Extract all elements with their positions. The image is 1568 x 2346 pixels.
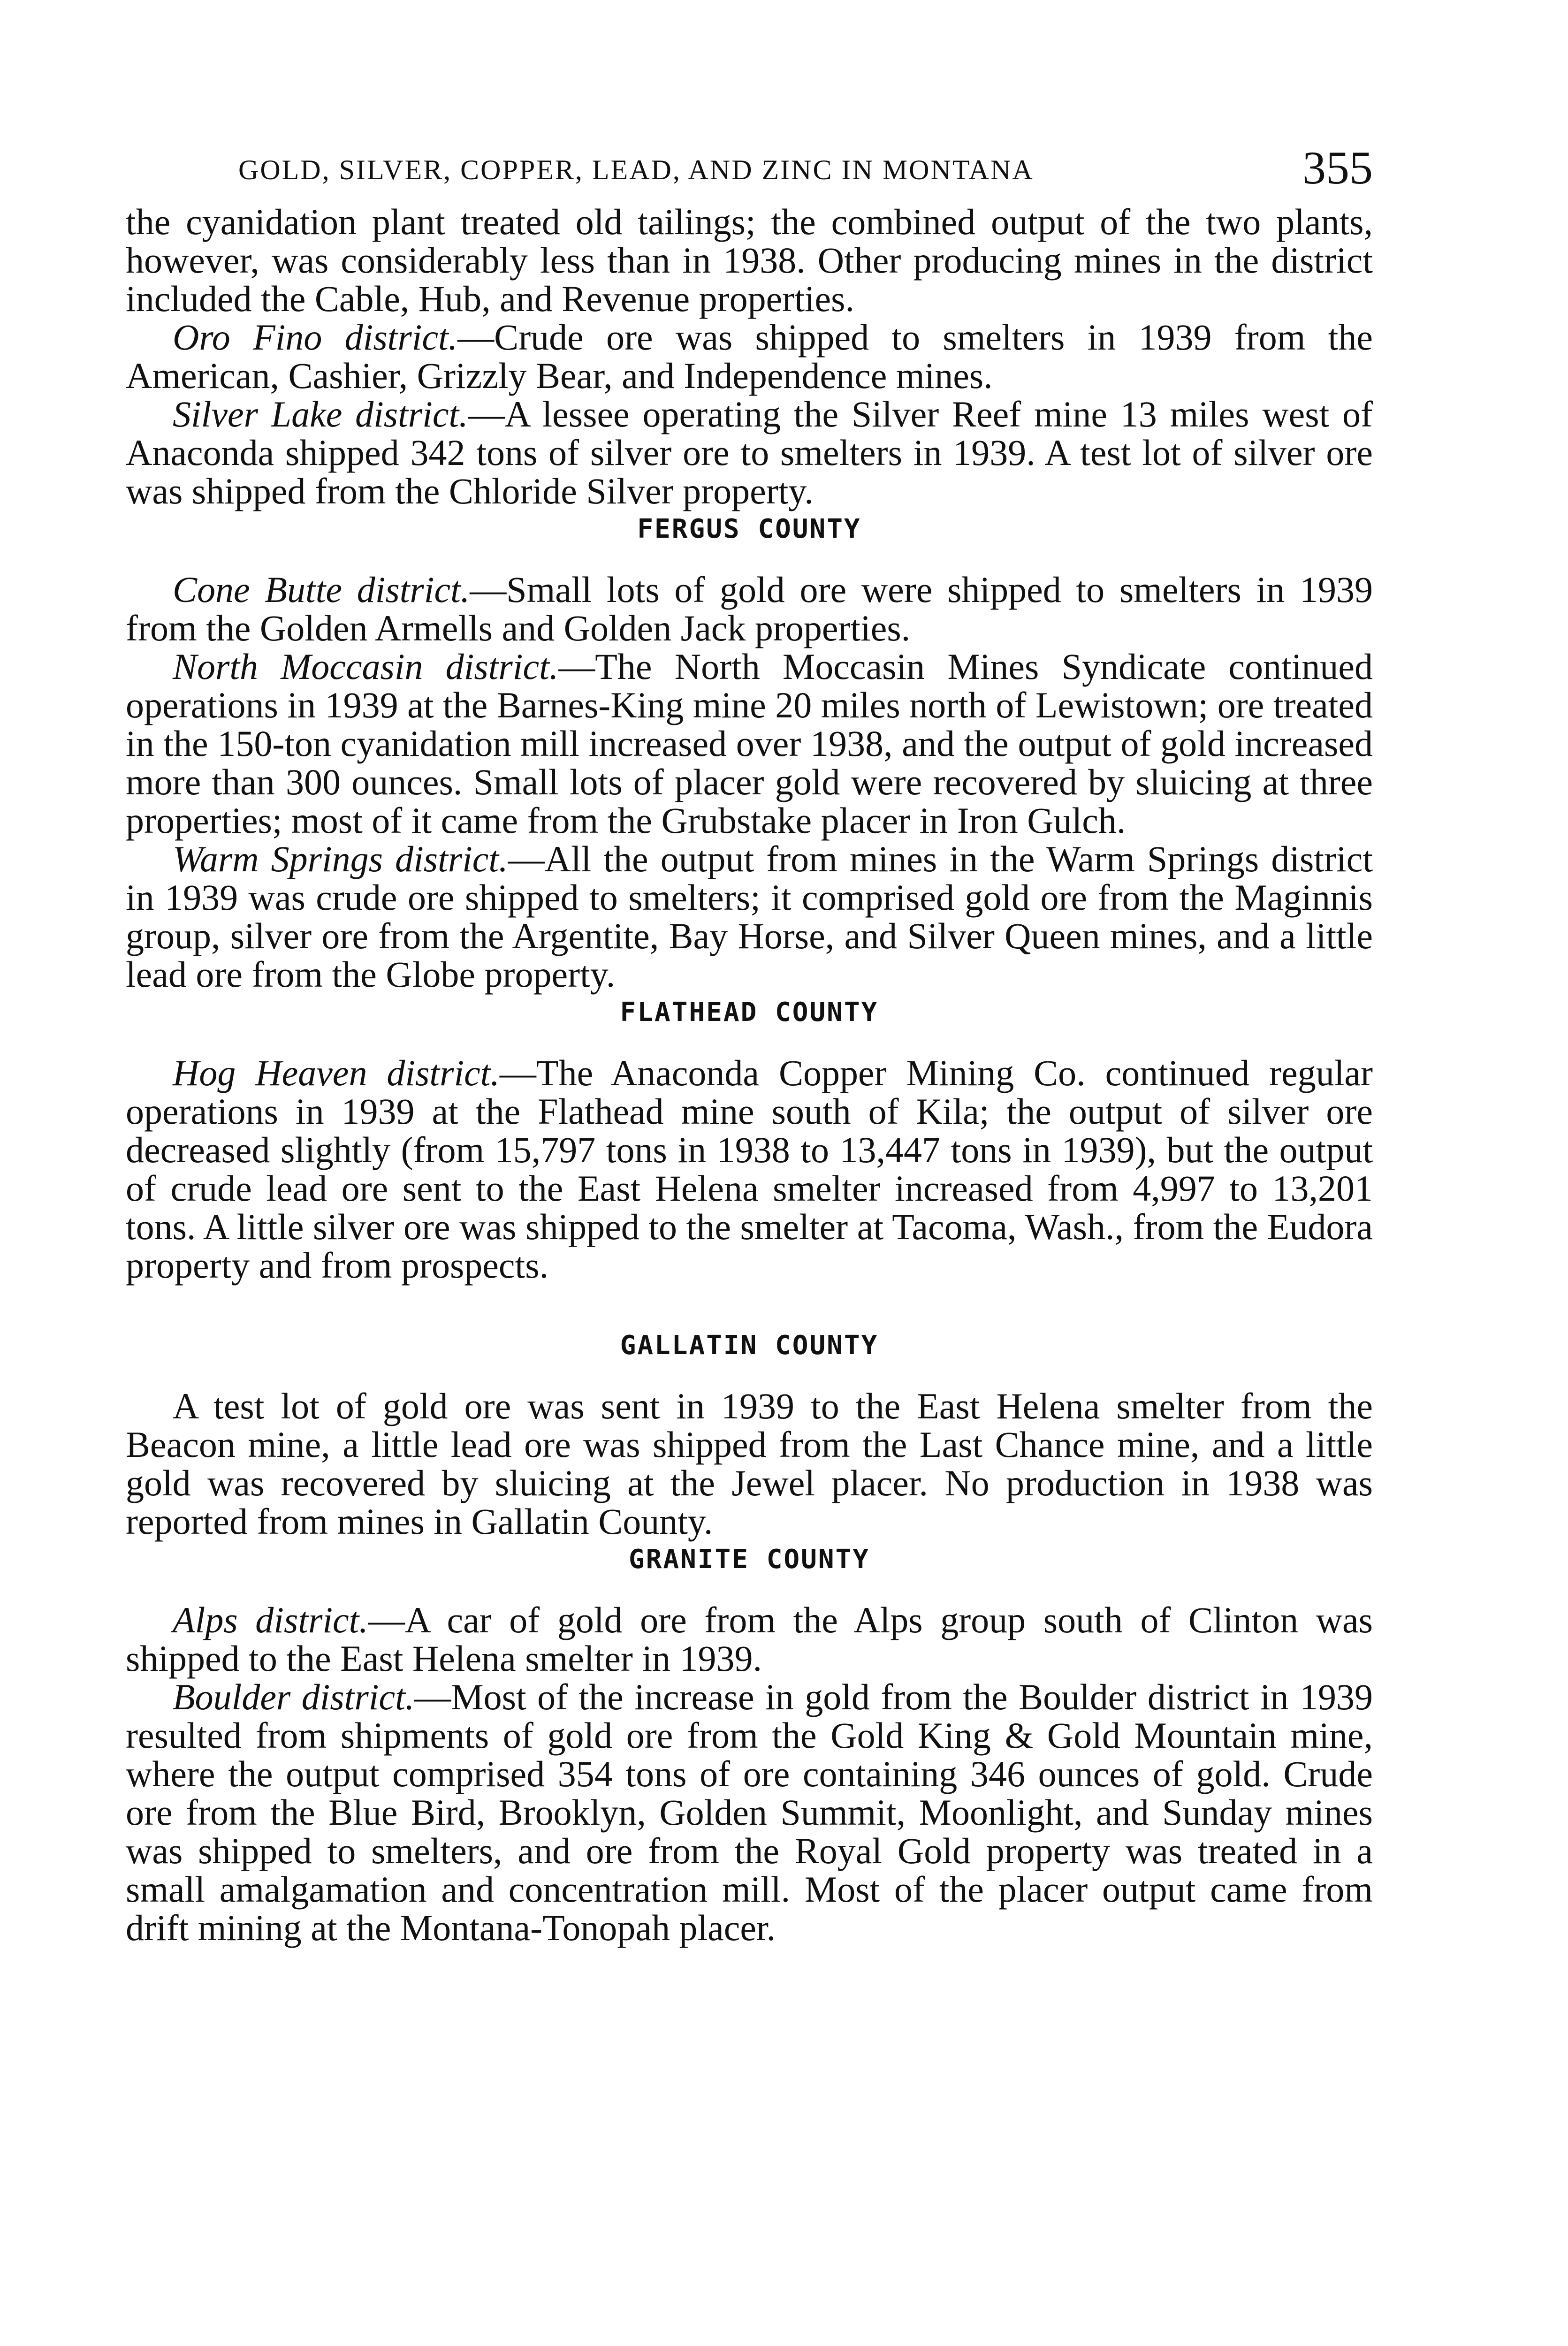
fergus-county-heading: FERGUS COUNTY — [637, 514, 861, 544]
silver-lake-text: —A lessee operating the Silver Reef mine 13 miles west of Anaconda shipped 342 tons of silver ore to smelters in 1939. A test lot of silver ore was shipped from the Chloride Silver property. — [126, 394, 1373, 511]
oro-fino-paragraph — [126, 318, 1373, 395]
gallatin-paragraph: A test lot of gold ore was sent in 1939 to the East Helena smelter from the Beacon mine, a little lead ore was shipped from the Last Chance mine, and a little gold was recovered by sluicing at the Jewel placer. No production in 1938 was reported from mines in Gallatin County. — [126, 1386, 1373, 1542]
granite-county-heading: GRANITE COUNTY — [628, 1544, 870, 1575]
north-moccasin-paragraph — [126, 647, 1373, 840]
warm-springs-text: —All the output from mines in the Warm Springs district in 1939 was crude ore shipped to smelters; it comprised gold ore from the Maginnis group, silver ore from the Argentite, Bay Horse, and Silver Queen mines, and a little lead ore from the Globe property. — [126, 838, 1373, 995]
warm-springs-paragraph — [126, 840, 1373, 994]
flathead-county-heading: FLATHEAD COUNTY — [620, 997, 879, 1028]
north-moccasin-district-title: North Moccasin district. — [173, 646, 559, 687]
silver-lake-paragraph — [126, 395, 1373, 510]
oro-fino-district-title: Oro Fino district. — [173, 317, 458, 358]
boulder-paragraph — [126, 1678, 1373, 1947]
cone-butte-district-title: Cone Butte district. — [173, 569, 470, 610]
running-title: GOLD, SILVER, COPPER, LEAD, AND ZINC IN MONTANA — [238, 154, 1034, 185]
north-moccasin-text: —The North Moccasin Mines Syndicate continued operations in 1939 at the Barnes-King mine 20 miles north of Lewistown; ore treated in the 150-ton cyanidation mill increased over 1938, and the output of gold increased more than 300 ounces. Small lots of placer gold were recovered by sluicing at three properties; most of it came from the Grubstake placer in Iron Gulch. — [126, 646, 1373, 841]
boulder-district-title: Boulder district. — [173, 1676, 415, 1717]
warm-springs-district-title: Warm Springs district. — [173, 838, 508, 879]
cone-butte-text: —Small lots of gold ore were shipped to smelters in 1939 from the Golden Armells and Golden Jack properties. — [126, 569, 1373, 648]
alps-district-title: Alps district. — [173, 1600, 368, 1640]
document-page — [126, 141, 1373, 2346]
oro-fino-text: —Crude ore was shipped to smelters in 1939 from the American, Cashier, Grizzly Bear, and Independence mines. — [126, 317, 1373, 396]
silver-lake-district-title: Silver Lake district. — [173, 394, 468, 434]
hog-heaven-paragraph — [126, 1054, 1373, 1285]
hog-heaven-text: —The Anaconda Copper Mining Co. continued regular operations in 1939 at the Flathead mine south of Kila; the output of silver ore decreased slightly (from 15,797 tons in 1938 to 13,447 tons in 1939), but the output of crude lead ore sent to the East Helena smelter increased from 4,997 to 13,201 tons. A little silver ore was shipped to the smelter at Tacoma, Wash., from the Eudora property and from prospects. — [126, 1052, 1373, 1286]
boulder-text: —Most of the increase in gold from the Boulder district in 1939 resulted from shipments of gold ore from the Gold King & Gold Mountain mine, where the output comprised 354 tons of ore containing 346 ounces of gold. Crude ore from the Blue Bird, Brooklyn, Golden Summit, Moonlight, and Sunday mines was shipped to smelters, and ore from the Royal Gold property was treated in a small amalgamation and concentration mill. Most of the placer output came from drift mining at the Montana-Tonopah placer. — [126, 1676, 1373, 1948]
page-number: 355 — [1302, 142, 1373, 194]
carryover-paragraph: the cyanidation plant treated old tailings; the combined output of the two plants, however, was considerably less than in 1938. Other producing mines in the district included the Cable, Hub, and Revenue properties. — [126, 201, 1373, 319]
alps-paragraph — [126, 1601, 1373, 1678]
gallatin-county-heading: GALLATIN COUNTY — [620, 1330, 879, 1361]
alps-text: —A car of gold ore from the Alps group south of Clinton was shipped to the East Helena smelter in 1939. — [126, 1600, 1373, 1679]
cone-butte-paragraph — [126, 571, 1373, 647]
running-header — [126, 141, 1373, 197]
hog-heaven-district-title: Hog Heaven district. — [173, 1052, 500, 1093]
